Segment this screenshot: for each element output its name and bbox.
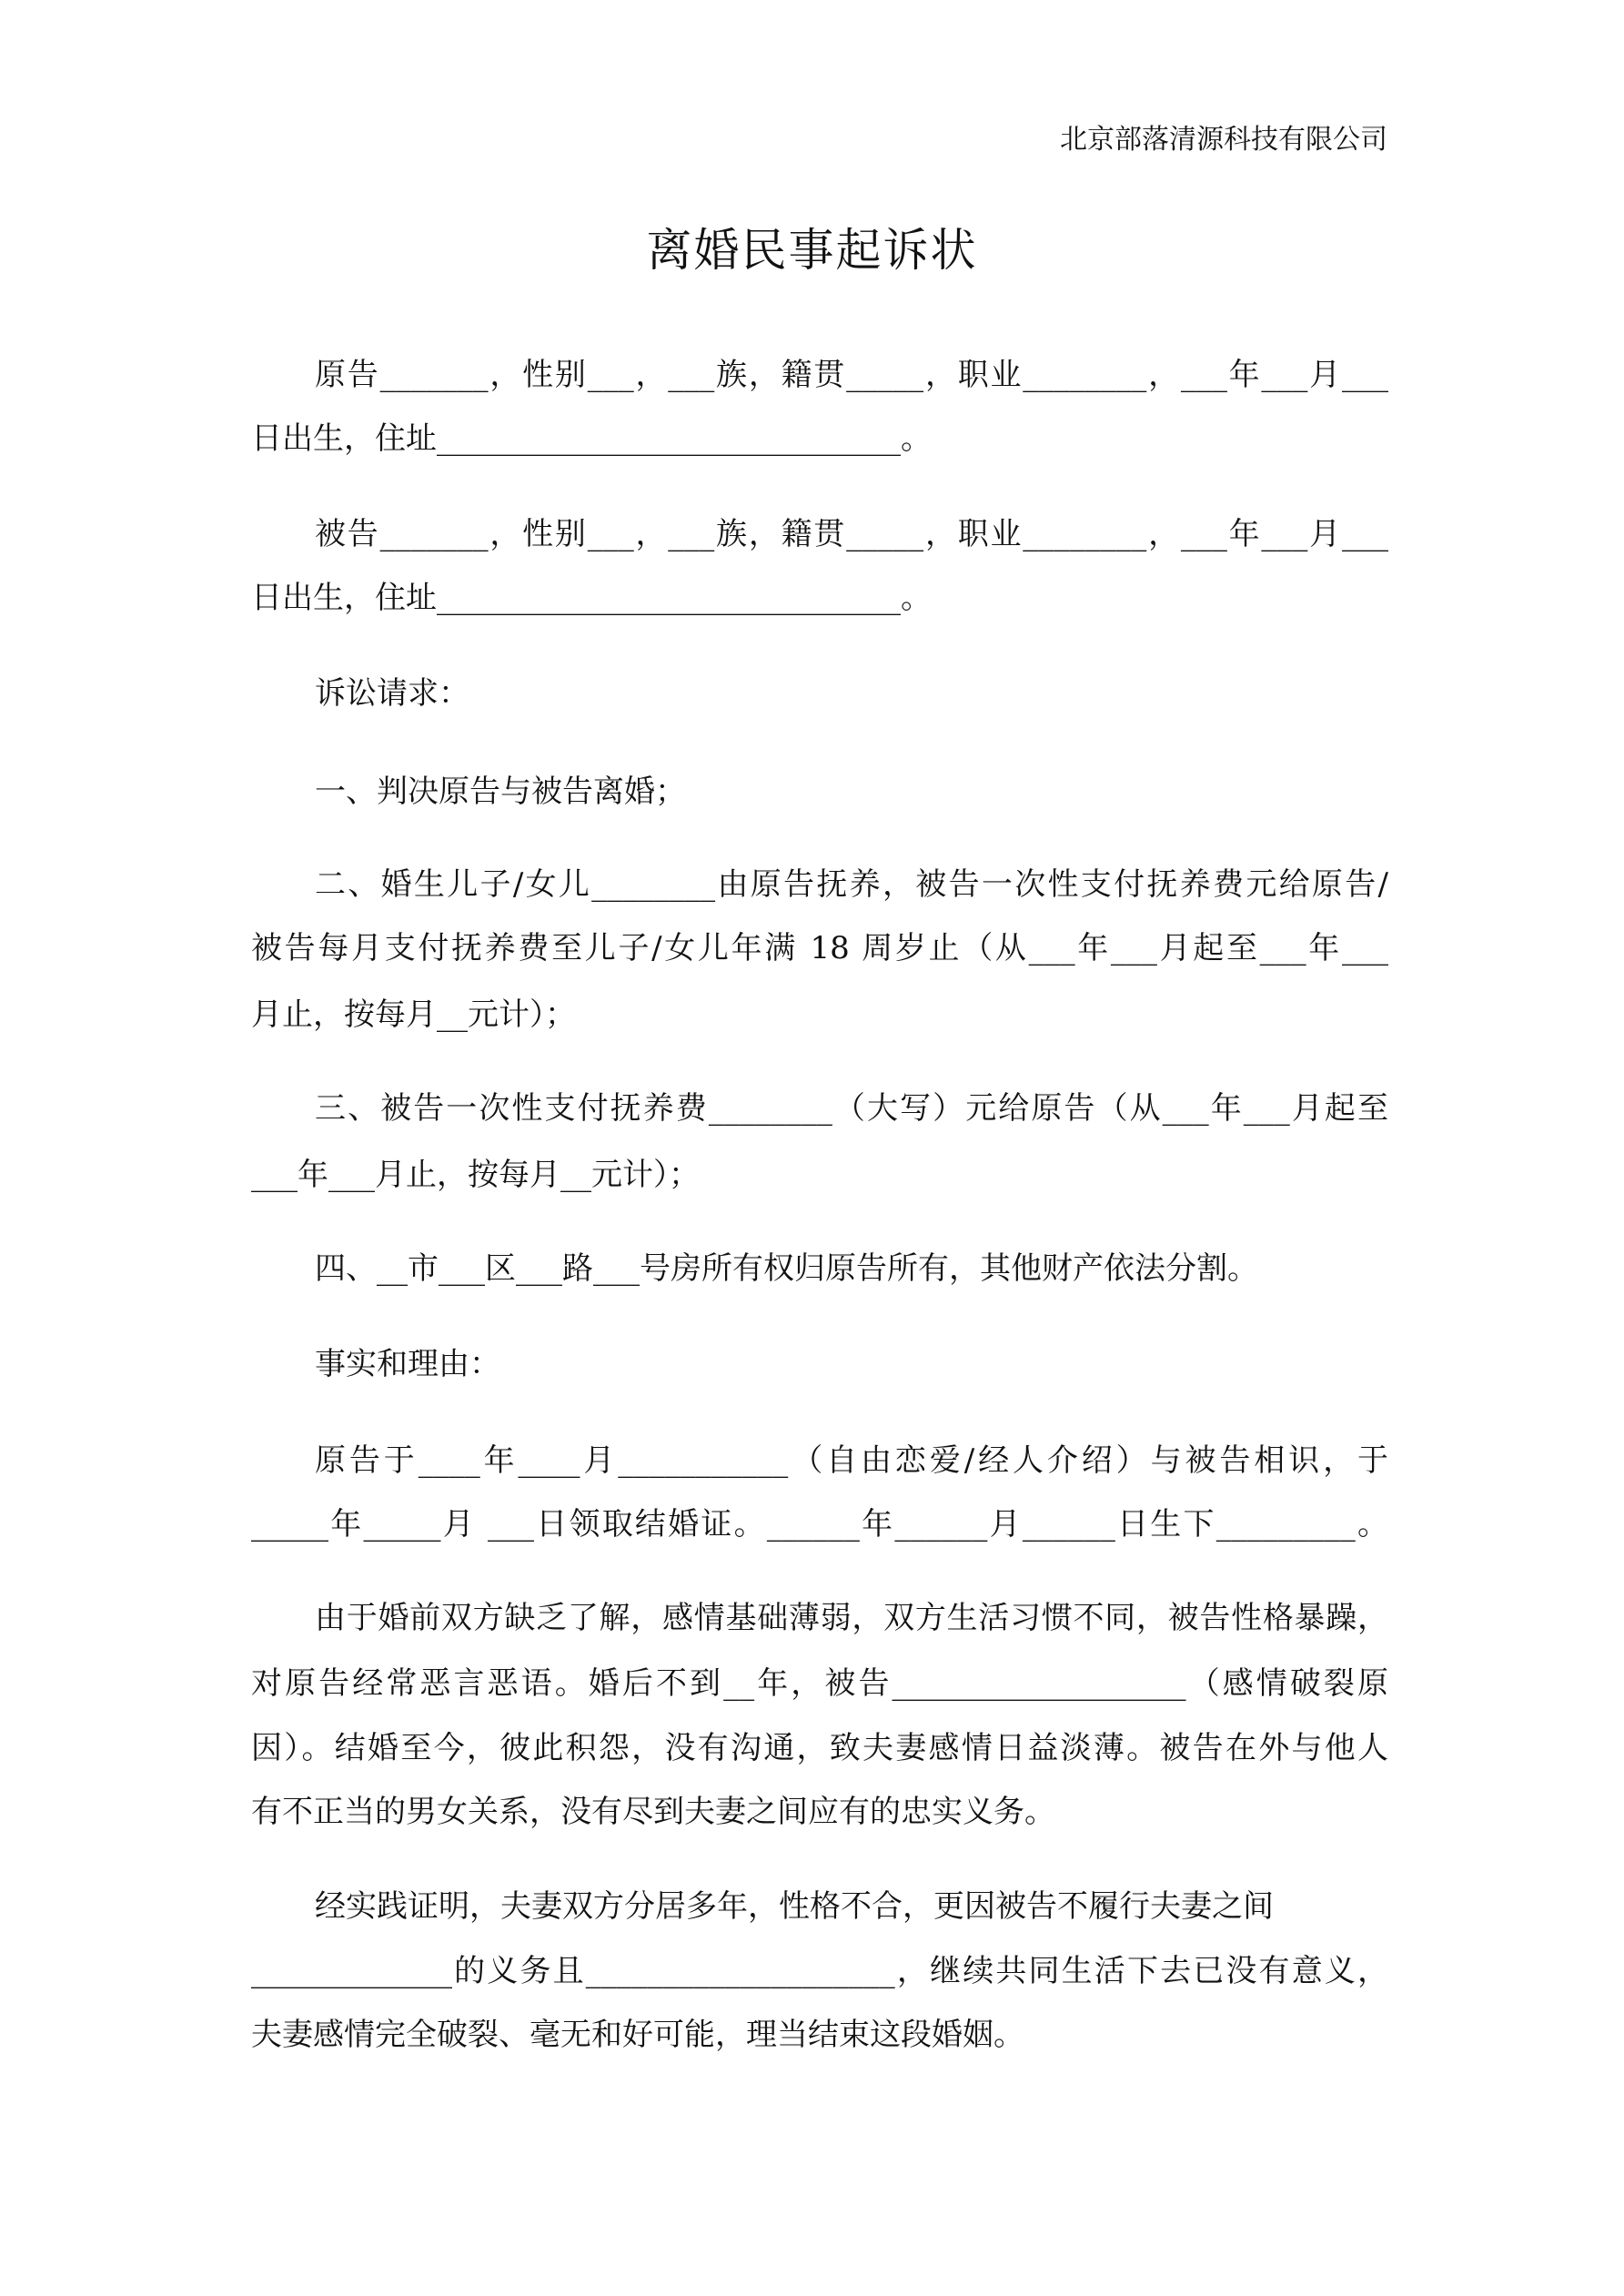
text-line: 事实和理由： (315, 1346, 500, 1382)
text-line: 经实践证明，夫妻双方分居多年，性格不合，更因被告不履行夫妻之间 (315, 1888, 1274, 1925)
text-line: 被告_______，性别___，___族，籍贯_____，职业________，___年___月___ (315, 516, 1388, 552)
text-line: 日出生，住址______________________________。 (251, 420, 932, 457)
text-line: 被告每月支付抚养费至儿子/女儿年满 18 周岁止（从___年___月起至___年___ (251, 930, 1388, 966)
text-line: 原告_______，性别___，___族，籍贯_____，职业________，___年___月___ (315, 357, 1388, 393)
text-line: 夫妻感情完全破裂、毫无和好可能，理当结束这段婚姻。 (251, 2017, 1024, 2053)
document-title: 离婚民事起诉状 (646, 224, 978, 277)
text-line: 原告于____年____月___________（自由恋爱/经人介绍）与被告相识，于 (315, 1442, 1388, 1479)
text-line: 由于婚前双方缺乏了解，感情基础薄弱，双方生活习惯不同，被告性格暴躁， (315, 1600, 1388, 1636)
text-line: 一、判决原告与被告离婚； (315, 774, 686, 810)
text-line: 因）。结婚至今，彼此积怨，没有沟通，致夫妻感情日益淡薄。被告在外与他人 (251, 1730, 1388, 1766)
text-line: 四、__市___区___路___号房所有权归原告所有，其他财产依法分割。 (315, 1250, 1258, 1287)
text-line: _____年_____月 ___日领取结婚证。______年______月______日生下_________。 (251, 1506, 1388, 1542)
text-line: 二、婚生儿子/女儿________由原告抚养，被告一次性支付抚养费元给原告/ (315, 866, 1388, 903)
text-line: _____________的义务且____________________，继续共同生活下去已没有意义， (251, 1953, 1388, 1989)
text-line: 日出生，住址______________________________。 (251, 580, 932, 616)
text-line: ___年___月止，按每月__元计）； (251, 1157, 700, 1193)
text-line: 有不正当的男女关系，没有尽到夫妻之间应有的忠实义务。 (251, 1794, 1055, 1830)
text-line: 三、被告一次性支付抚养费________（大写）元给原告（从___年___月起至 (315, 1090, 1388, 1127)
company-name: 北京部落清源科技有限公司 (1060, 124, 1387, 156)
text-line: 月止，按每月__元计）； (251, 996, 576, 1033)
text-line: 对原告经常恶言恶语。婚后不到__年，被告___________________（感情破裂原 (251, 1665, 1388, 1702)
text-line: 诉讼请求： (315, 675, 469, 712)
